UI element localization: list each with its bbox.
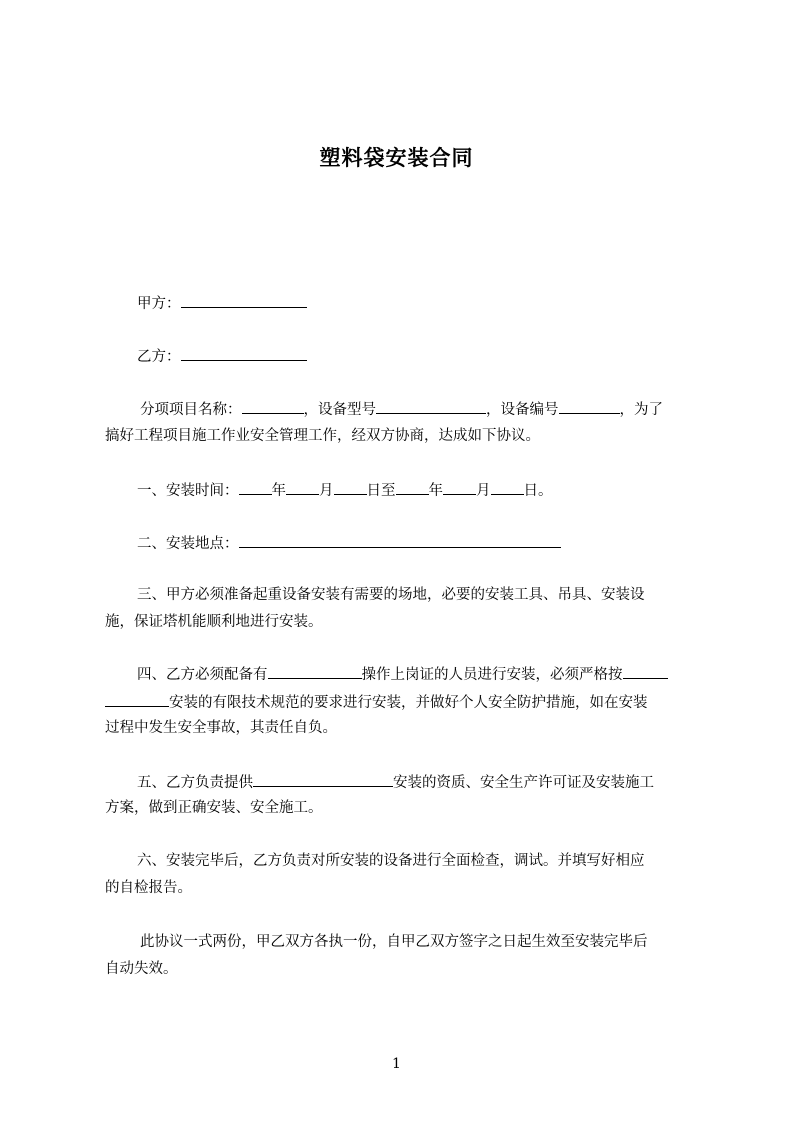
clause-4-line-2 xyxy=(105,691,701,713)
start-month-blank[interactable] xyxy=(286,479,319,495)
clause-1-prefix: 一、安装时间： xyxy=(137,483,239,499)
clause-3-line-1: 三、甲方必须准备起重设备安装有需要的场地，必要的安装工具、吊具、安装设 xyxy=(137,587,645,603)
equipment-provided-blank[interactable] xyxy=(253,771,393,787)
party-b-label: 乙方： xyxy=(137,349,181,365)
equipment-number-blank[interactable] xyxy=(559,398,620,414)
intro-text-1: 分项项目名称： xyxy=(140,402,242,418)
end-month-blank[interactable] xyxy=(443,479,476,495)
party-b-line xyxy=(137,345,733,367)
clause-3-line-2: 施，保证塔机能顺利地进行安装。 xyxy=(105,614,323,630)
end-year-blank[interactable] xyxy=(396,479,429,495)
year-label: 年 xyxy=(271,483,286,499)
closing-line-1: 此协议一式两份，甲乙双方各执一份，自甲乙双方签字之日起生效至安装完毕后 xyxy=(140,934,648,950)
party-a-line xyxy=(137,292,733,314)
clause-2-prefix: 二、安装地点： xyxy=(137,536,239,552)
month-label: 月 xyxy=(319,483,334,499)
clause-6-line-2: 的自检报告。 xyxy=(105,880,192,896)
clause-5-line-1 xyxy=(137,771,733,793)
standard-blank-2[interactable] xyxy=(105,691,169,707)
standard-blank-1[interactable] xyxy=(623,663,668,679)
party-a-blank[interactable] xyxy=(181,292,307,308)
intro-text-4: ，为了 xyxy=(619,402,663,418)
certificate-type-blank[interactable] xyxy=(268,663,362,679)
document-title: 塑料袋安装合同 xyxy=(319,146,474,170)
clause-4-text-2: 操作上岗证的人员进行安装，必须严格按 xyxy=(361,667,623,683)
clause-1-line xyxy=(137,479,733,501)
page-number: 1 xyxy=(392,1056,401,1072)
project-name-blank[interactable] xyxy=(242,398,304,414)
year-label: 年 xyxy=(428,483,443,499)
month-label: 月 xyxy=(476,483,491,499)
equipment-model-blank[interactable] xyxy=(376,398,486,414)
start-year-blank[interactable] xyxy=(239,479,272,495)
clause-4-text-3: 安装的有限技术规范的要求进行安装，并做好个人安全防护措施，如在安装 xyxy=(169,695,648,711)
day-end-label: 日。 xyxy=(523,483,553,499)
start-day-blank[interactable] xyxy=(334,479,367,495)
day-to-label: 日至 xyxy=(366,483,396,499)
party-a-label: 甲方： xyxy=(137,296,181,312)
clause-4-line-3: 过程中发生安全事故，其责任自负。 xyxy=(105,720,337,736)
end-day-blank[interactable] xyxy=(491,479,524,495)
clause-4-text-1: 四、乙方必须配备有 xyxy=(137,667,268,683)
intro-text-3: ，设备编号 xyxy=(486,402,559,418)
clause-4-line-1 xyxy=(137,663,733,685)
intro-line-2: 搞好工程项目施工作业安全管理工作，经双方协商，达成如下协议。 xyxy=(105,428,540,444)
install-location-blank[interactable] xyxy=(239,532,561,548)
clause-6-line-1: 六、安装完毕后，乙方负责对所安装的设备进行全面检查，调试。并填写好相应 xyxy=(137,853,645,869)
clause-5-text-2: 安装的资质、安全生产许可证及安装施工 xyxy=(393,775,654,791)
intro-text-2: ，设备型号 xyxy=(303,402,376,418)
closing-line-2: 自动失效。 xyxy=(105,961,178,977)
clause-5-line-2: 方案，做到正确安装、安全施工。 xyxy=(105,800,323,816)
party-b-blank[interactable] xyxy=(181,345,307,361)
clause-5-text-1: 五、乙方负责提供 xyxy=(137,775,253,791)
clause-2-line xyxy=(137,532,733,554)
intro-line-1 xyxy=(140,398,736,420)
